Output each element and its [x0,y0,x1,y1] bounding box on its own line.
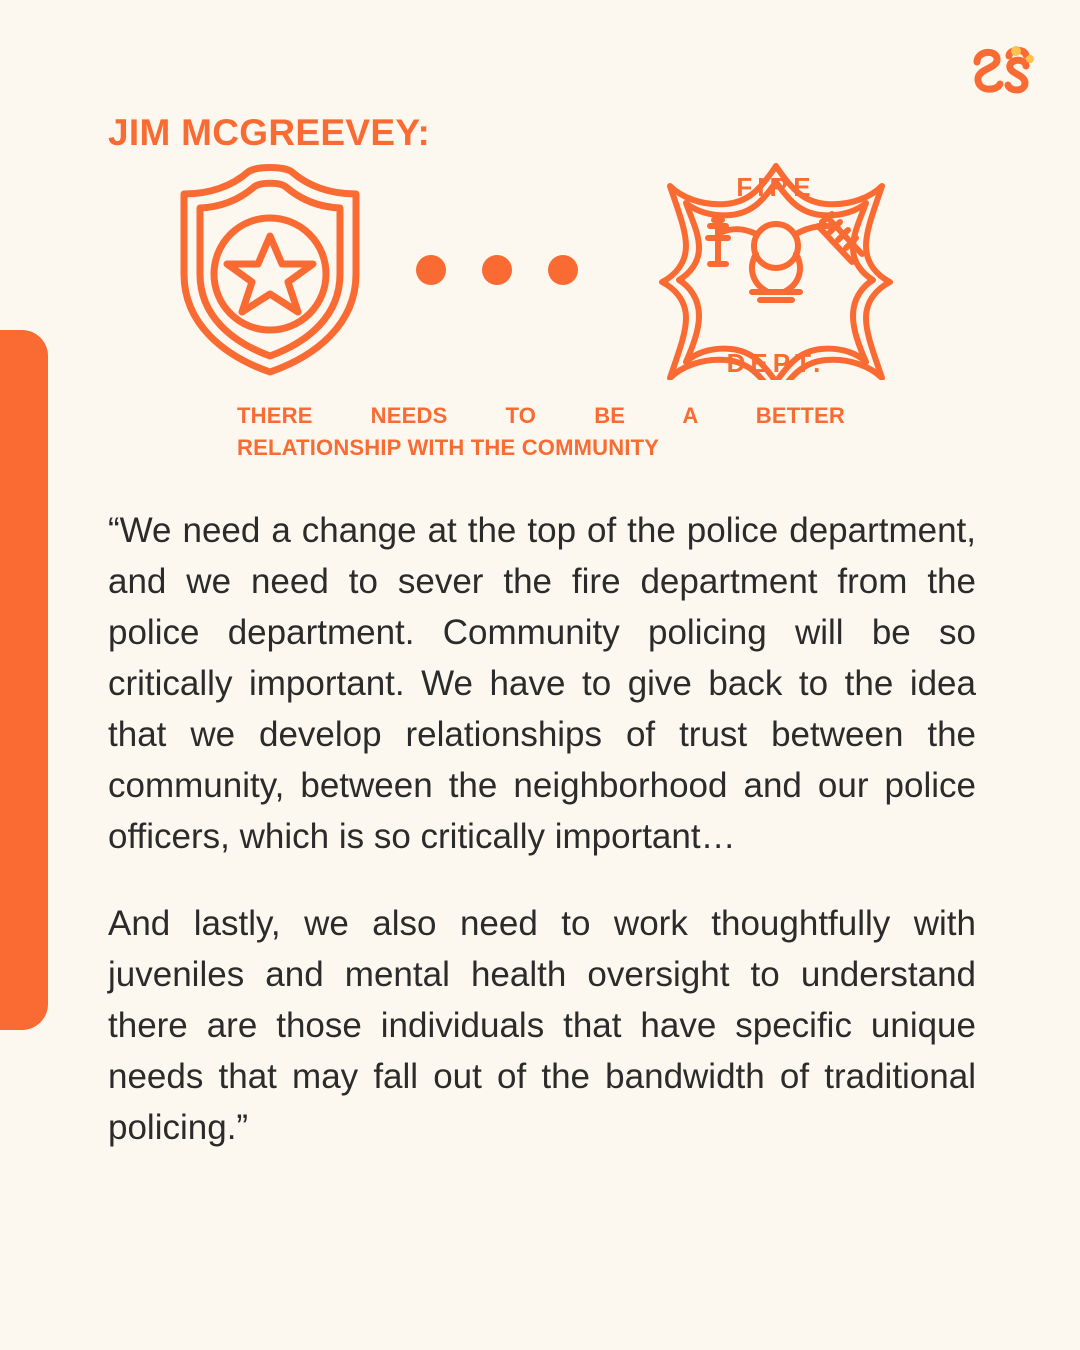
page-title: JIM MCGREEVEY: [108,112,431,153]
dot-1 [416,255,446,285]
fire-department-badge-icon [656,160,896,380]
separator-dots [416,255,578,285]
fire-badge-top-text: FIRE [736,172,816,202]
dot-2 [482,255,512,285]
dot-3 [548,255,578,285]
subheadline [237,400,845,464]
quote-paragraph-1: “We need a change at the top of the police department, and we need to sever the fire department from the police department. Community policing will be so critically important. We have to give back to the idea that we develop relationships of trust between the community, between the neighborhood and our police officers, which is so critically important… [108,511,976,856]
quote-body [108,505,976,1153]
left-accent-bar [0,330,48,1030]
quote-paragraph-2: And lastly, we also need to work thoughtfully with juveniles and mental health oversight to understand there are those individuals that have specific unique needs that may fall out of the bandwidth of traditional policing.” [108,904,976,1147]
police-badge-icon [170,164,370,376]
subheadline-line-2: RELATIONSHIP WITH THE COMMUNITY [237,434,660,460]
fire-badge-bottom-text: DEPT. [726,348,826,378]
subheadline-line-1: THERE NEEDS TO BE A BETTER [237,403,845,428]
sjc-monogram-logo [964,42,1038,112]
badge-graphic-row [108,160,978,380]
